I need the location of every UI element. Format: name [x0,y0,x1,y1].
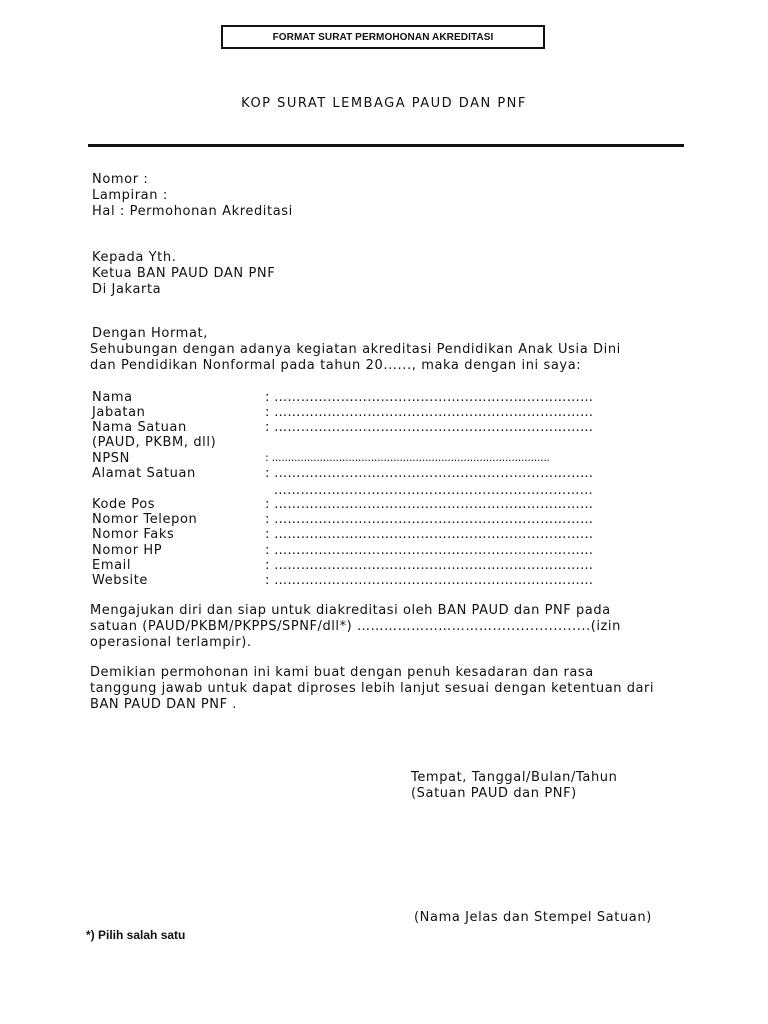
closing-line-1: Demikian permohonan ini kami buat dengan penuh kesadaran dan rasa [90,665,594,680]
submission-line-1: Mengajukan diri dan siap untuk diakreditasi oleh BAN PAUD dan PNF pada [90,603,611,618]
intro-line-1: Sehubungan dengan adanya kegiatan akreditasi Pendidikan Anak Usia Dini [90,342,621,357]
field-label-jabatan: Jabatan [92,405,146,420]
field-value-alamat-2: ……………………………………………………………… [265,483,594,498]
format-header-box [221,25,545,49]
field-label-nama: Nama [92,390,133,405]
field-label-jenis-satuan: (PAUD, PKBM, dll) [92,435,217,450]
field-value-jabatan: : ……………………………………………………………… [265,405,594,420]
field-value-hp: : ……………………………………………………………… [265,543,594,558]
signature-place-date: Tempat, Tanggal/Bulan/Tahun [411,770,618,785]
field-value-telepon: : ……………………………………………………………… [265,512,594,527]
closing-line-3: BAN PAUD DAN PNF . [90,697,237,712]
closing-line-2: tanggung jawab untuk dapat diproses lebih lanjut sesuai dengan ketentuan dari [90,681,655,696]
submission-line-2: satuan (PAUD/PKBM/PKPPS/SPNF/dll*) ………………………….....................(izin [90,619,621,634]
field-label-email: Email [92,558,132,573]
field-label-hp: Nomor HP [92,543,163,558]
recipient-line-2: Ketua BAN PAUD DAN PNF [92,266,276,281]
field-label-nama-satuan: Nama Satuan [92,420,187,435]
field-value-nama-satuan: : ……………………………………………………………… [265,420,594,435]
field-label-website: Website [92,573,149,588]
field-value-kode-pos: : ……………………………………………………………… [265,497,594,512]
field-label-faks: Nomor Faks [92,527,175,542]
field-value-nama: : ……………………………………………………………… [265,390,594,405]
field-label-kode-pos: Kode Pos [92,497,156,512]
recipient-line-3: Di Jakarta [92,282,162,297]
signature-unit: (Satuan PAUD dan PNF) [411,786,577,801]
field-value-alamat: : ……………………………………………………………… [265,466,594,481]
field-label-telepon: Nomor Telepon [92,512,198,527]
header-divider [88,144,684,147]
letter-nomor: Nomor : [92,172,149,187]
field-label-npsn: NPSN [92,451,130,466]
kop-title: KOP SURAT LEMBAGA PAUD DAN PNF [241,96,527,111]
letter-lampiran: Lampiran : [92,188,168,203]
footnote: *) Pilih salah satu [86,928,186,942]
letter-hal: Hal : Permohonan Akreditasi [92,204,293,219]
recipient-line-1: Kepada Yth. [92,250,177,265]
greeting: Dengan Hormat, [92,326,208,341]
field-value-faks: : ……………………………………………………………... [265,527,594,542]
field-value-npsn: : ....................................................................................... [265,451,550,464]
signature-name-stamp: (Nama Jelas dan Stempel Satuan) [414,910,652,925]
field-label-alamat: Alamat Satuan [92,466,196,481]
format-header: FORMAT SURAT PERMOHONAN AKREDITASI [272,31,494,43]
submission-line-3: operasional terlampir). [90,635,252,650]
field-value-email: : ……………………………………………………………… [265,558,594,573]
field-value-website: : ……………………………………………………………… [265,573,594,588]
intro-line-2: dan Pendidikan Nonformal pada tahun 20......, maka dengan ini saya: [90,358,582,373]
